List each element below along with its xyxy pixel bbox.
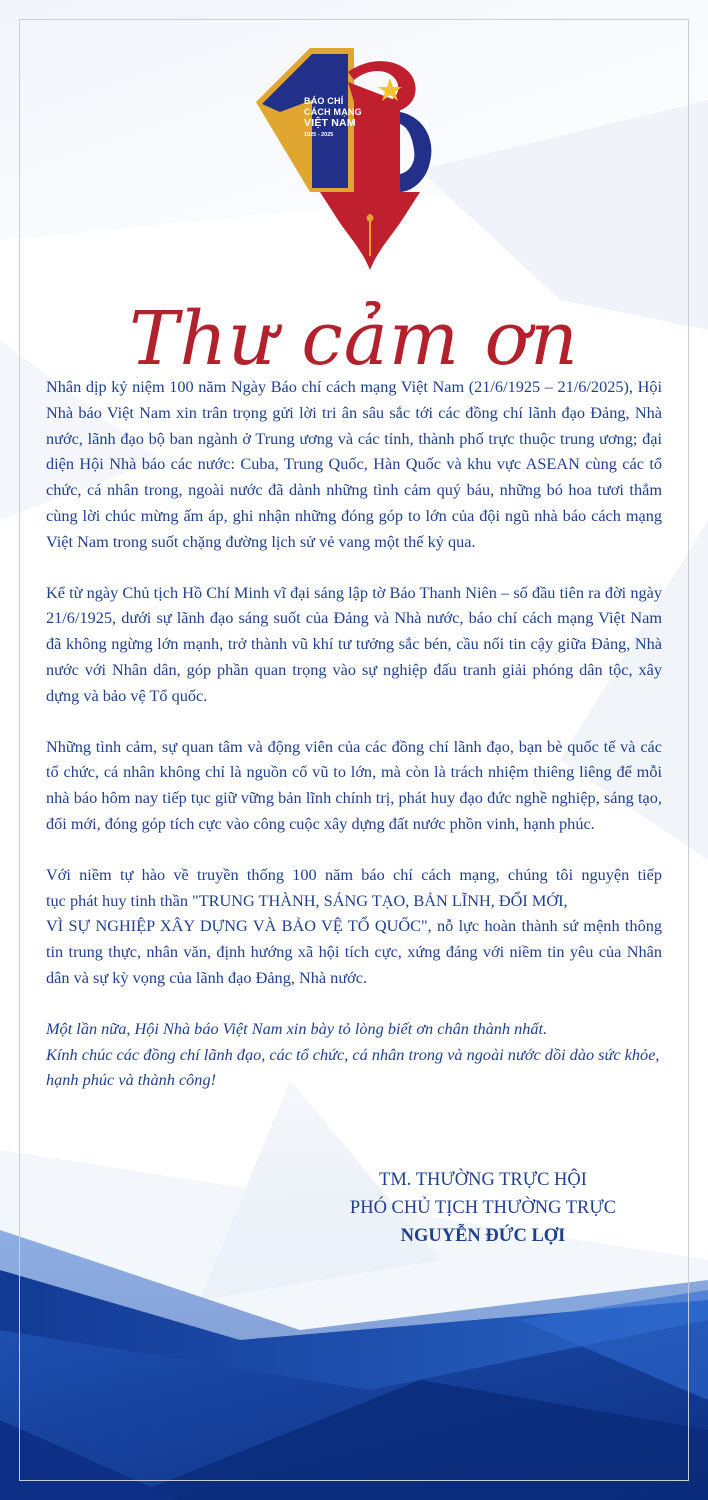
paragraph-4-line-2: tục phát huy tinh thần "TRUNG THÀNH, SÁNG TẠO, BẢN LĨNH, ĐỔI MỚI, <box>46 890 568 910</box>
closing-line-2: Kính chúc các đồng chí lãnh đạo, các tổ chức, cá nhân trong và ngoài nước dồi dào sức khỏe, hạnh phúc và thành công! <box>46 1044 660 1090</box>
signature-block <box>318 1166 648 1250</box>
logo-line-1: BÁO CHÍ <box>304 96 344 106</box>
logo-line-2: CÁCH MẠNG <box>304 107 362 117</box>
paragraph-1: Nhân dịp kỷ niệm 100 năm Ngày Báo chí cách mạng Việt Nam (21/6/1925 – 21/6/2025), Hội Nhà báo Việt Nam xin trân trọng gửi lời tri ân sâu sắc tới các đồng chí lãnh đạo Đảng, Nhà nước, lãnh đạo bộ ban ngành ở Trung ương và các tỉnh, thành phố trực thuộc trung ương; đại diện Hội Nhà báo các nước: Cuba, Trung Quốc, Hàn Quốc và khu vực ASEAN cùng các tổ chức, cá nhân trong, ngoài nước đã dành những tình cảm quý báu, những bó hoa tươi thắm cùng lời chúc mừng ấm áp, ghi nhận những đóng góp to lớn của đội ngũ nhà báo cách mạng Việt Nam trong suốt chặng đường lịch sử vẻ vang một thế kỷ qua. <box>46 377 662 551</box>
signature-line-1: TM. THƯỜNG TRỰC HỘI <box>379 1170 587 1190</box>
logo-years: 1925 - 2025 <box>304 132 334 138</box>
paragraph-4-line-1: Với niềm tự hào về truyền thống 100 năm báo chí cách mạng, chúng tôi nguyện tiếp <box>46 864 662 884</box>
signature-line-2: PHÓ CHỦ TỊCH THƯỜNG TRỰC <box>349 1198 617 1218</box>
paragraph-4 <box>46 862 662 991</box>
logo-line-3: VIỆT NAM <box>304 117 356 129</box>
paragraph-2: Kể từ ngày Chủ tịch Hồ Chí Minh vĩ đại sáng lập tờ Báo Thanh Niên – số đầu tiên ra đời ngày 21/6/1925, dưới sự lãnh đạo sáng suốt của Đảng và Nhà nước, báo chí cách mạng Việt Nam đã không ngừng lớn mạnh, trở thành vũ khí tư tưởng sắc bén, cầu nối tin cậy giữa Đảng, Nhà nước với Nhân dân, góp phần quan trọng vào sự nghiệp đấu tranh giải phóng dân tộc, xây dựng và bảo vệ Tổ quốc. <box>46 582 662 705</box>
logo-text <box>304 96 384 141</box>
signatory-name: NGUYỄN ĐỨC LỢI <box>400 1226 566 1246</box>
page-title: Thư cảm ơn <box>129 296 579 382</box>
press-centennial-logo <box>250 42 450 272</box>
paragraph-4-line-3: VÌ SỰ NGHIỆP XÂY DỰNG VÀ BẢO VỆ TỔ QUỐC", nỗ lực hoàn thành sứ mệnh thông tin trung thực, nhân văn, định hướng xã hội tích cực, xứng đáng với niềm tin yêu của Nhân dân và sự kỳ vọng của lãnh đạo Đảng, Nhà nước. <box>46 916 662 987</box>
paragraph-3: Những tình cảm, sự quan tâm và động viên của các đồng chí lãnh đạo, bạn bè quốc tế và các tổ chức, cá nhân không chỉ là nguồn cổ vũ to lớn, mà còn là trách nhiệm thiêng liêng để mỗi nhà báo hôm nay tiếp tục giữ vững bản lĩnh chính trị, phát huy đạo đức nghề nghiệp, sáng tạo, đổi mới, đóng góp tích cực vào công cuộc xây dựng đất nước phồn vinh, hạnh phúc. <box>46 736 662 833</box>
letter-body <box>46 374 662 1093</box>
closing-line-1: Một lần nữa, Hội Nhà báo Việt Nam xin bày tỏ lòng biết ơn chân thành nhất. <box>46 1018 548 1038</box>
